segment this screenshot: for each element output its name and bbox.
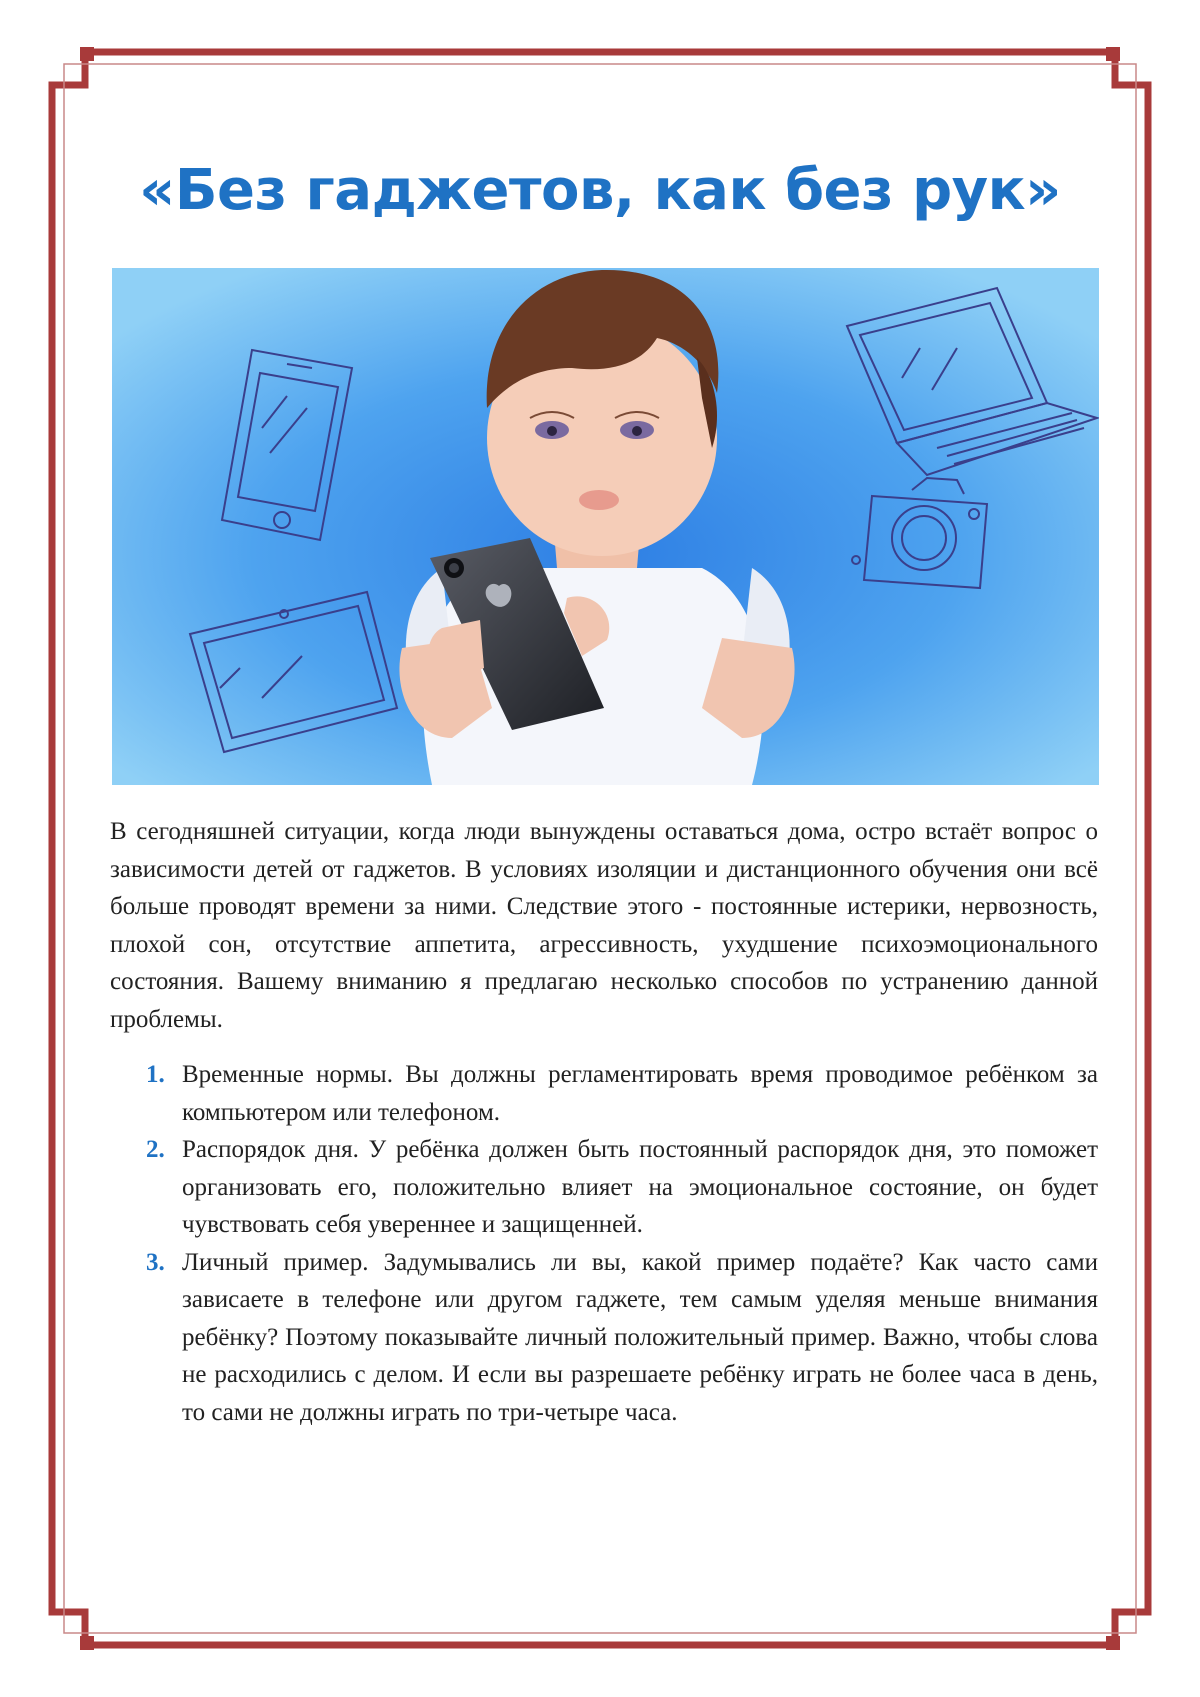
article-body bbox=[110, 813, 1098, 1431]
list-text: Временные нормы. Вы должны регламентировать время проводимое ребёнком за компьютером или телефоном. bbox=[182, 1061, 1098, 1126]
list-item bbox=[110, 1056, 1098, 1131]
list-text: Распорядок дня. У ребёнка должен быть постоянный распорядок дня, это поможет организовать его, положительно влияет на эмоциональное состояние, он будет чувствовать себя увереннее и защищенней. bbox=[182, 1136, 1098, 1238]
list-number: 2. bbox=[146, 1136, 165, 1163]
intro-paragraph: В сегодняшней ситуации, когда люди вынуждены оставаться дома, остро встаёт вопрос о зависимости детей от гаджетов. В условиях изоляции и дистанционного обучения они всё больше проводят времени за ними. Следствие этого - постоянные истерики, нервозность, плохой сон, отсутствие аппетита, агрессивность, ухудшение психоэмоционального состояния. Вашему вниманию я предлагаю несколько способов по устранению данной проблемы. bbox=[110, 818, 1098, 1033]
tips-list bbox=[110, 1056, 1098, 1431]
list-number: 3. bbox=[146, 1248, 165, 1276]
list-item bbox=[110, 1244, 1098, 1432]
page-title: «Без гаджетов, как без рук» bbox=[139, 158, 1061, 223]
list-item bbox=[110, 1131, 1098, 1244]
list-text: Личный пример. Задумывались ли вы, какой пример подаёте? Как часто сами зависаете в телефоне или другом гаджете, тем самым уделяя меньше внимания ребёнку? Поэтому показывайте личный положительный пример. Важно, чтобы слова не расходились с делом. И если вы разрешаете ребёнку играть не более часа в день, то сами не должны играть по три-четыре часа. bbox=[182, 1248, 1098, 1426]
list-number: 1. bbox=[146, 1061, 165, 1088]
hero-illustration bbox=[112, 268, 1099, 785]
